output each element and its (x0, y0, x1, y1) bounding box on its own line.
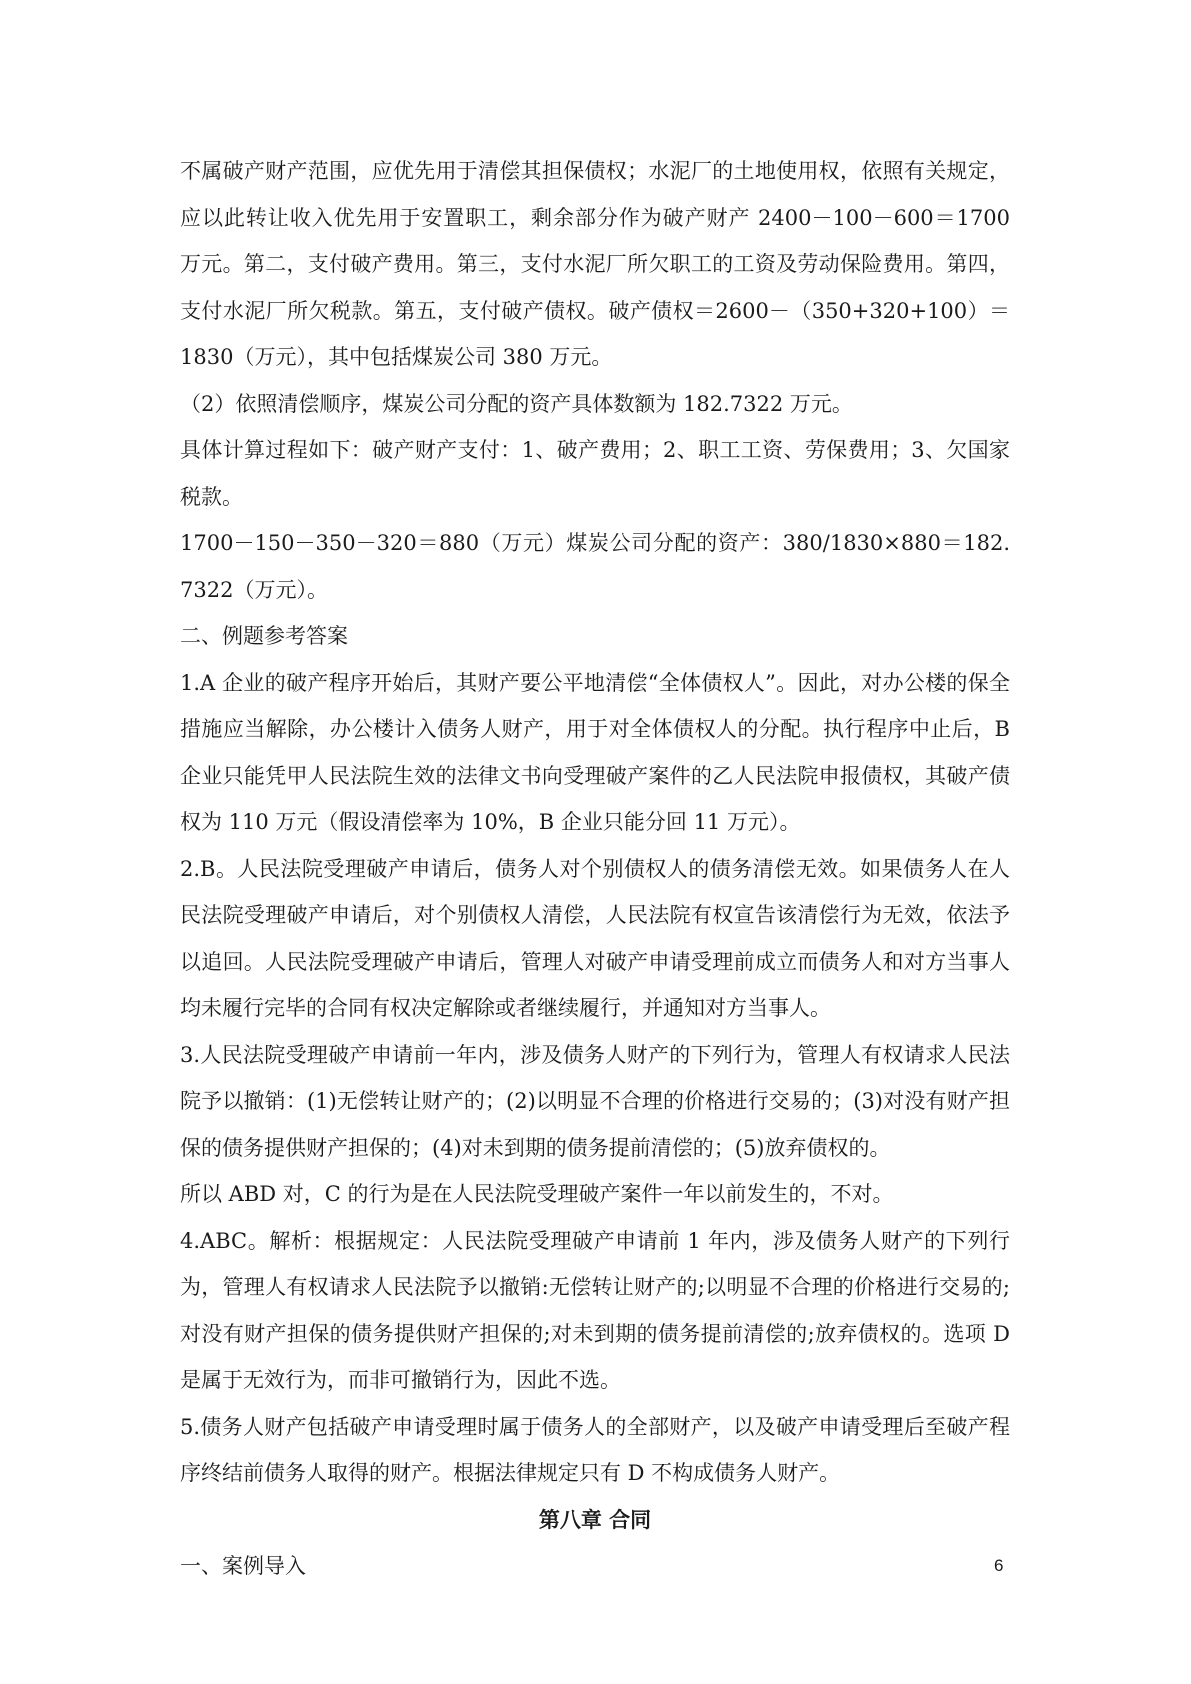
answer-1: 1.A 企业的破产程序开始后，其财产要公平地清偿“全体债权人”。因此，对办公楼的保全措施应当解除，办公楼计入债务人财产，用于对全体债权人的分配。执行程序中止后，B 企业只能凭甲人民法院生效的法律文书向受理破产案件的乙人民法院申报债权，其破产债权为 110 万元（假设清偿率为 10%，B 企业只能分回 11 万元）。 (180, 670, 1010, 834)
chapter-title: 第八章 合同 (538, 1507, 652, 1532)
answer-5: 5.债务人财产包括破产申请受理时属于债务人的全部财产，以及破产申请受理后至破产程序终结前债务人取得的财产。根据法律规定只有 D 不构成债务人财产。 (180, 1414, 1010, 1485)
answer-3: 3.人民法院受理破产申请前一年内，涉及债务人财产的下列行为，管理人有权请求人民法院予以撤销：(1)无偿转让财产的；(2)以明显不合理的价格进行交易的；(3)对没有财产担保的债务提供财产担保的；(4)对未到期的债务提前清偿的；(5)放弃债权的。 (180, 1042, 1010, 1160)
section-heading-reference-answers: 二、例题参考答案 (180, 624, 348, 648)
answer-2: 2.B。人民法院受理破产申请后，债务人对个别债权人的债务清偿无效。如果债务人在人民法院受理破产申请后，对个别债权人清偿，人民法院有权宣告该清偿行为无效，依法予以追回。人民法院受理破产申请后，管理人对破产申请受理前成立而债务人和对方当事人均未履行完毕的合同有权决定解除或者继续履行，并通知对方当事人。 (180, 856, 1010, 1020)
paragraph-calculation-intro: 具体计算过程如下：破产财产支付：1、破产费用；2、职工工资、劳保费用；3、欠国家税款。 (180, 438, 1010, 509)
page-number: 6 (994, 1556, 1004, 1575)
paragraph-bankruptcy-order: 不属破产财产范围，应优先用于清偿其担保债权；水泥厂的土地使用权，依照有关规定，应以此转让收入优先用于安置职工，剩余部分作为破产财产 2400－100－600＝1700 万元。第二，支付破产费用。第三，支付水泥厂所欠职工的工资及劳动保险费用。第四，支付水泥厂所欠税款。第五，支付破产债权。破产债权＝2600－（350+320+100）＝1830（万元），其中包括煤炭公司 380 万元。 (180, 159, 1010, 369)
section-heading-case-intro: 一、案例导入 (180, 1554, 306, 1578)
paragraph-calculation-formula: 1700－150－350－320＝880（万元）煤炭公司分配的资产：380/1830×880＝182.7322（万元）。 (180, 531, 1010, 602)
answer-3-conclusion: 所以 ABD 对，C 的行为是在人民法院受理破产案件一年以前发生的，不对。 (180, 1182, 894, 1206)
answer-4: 4.ABC。解析：根据规定：人民法院受理破产申请前 1 年内，涉及债务人财产的下列行为，管理人有权请求人民法院予以撤销:无偿转让财产的;以明显不合理的价格进行交易的;对没有财产担保的债务提供财产担保的;对未到期的债务提前清偿的;放弃债权的。选项 D 是属于无效行为，而非可撤销行为，因此不选。 (180, 1228, 1010, 1392)
page-content (180, 148, 1010, 1590)
paragraph-distribution-amount: （2）依照清偿顺序，煤炭公司分配的资产具体数额为 182.7322 万元。 (180, 391, 853, 416)
